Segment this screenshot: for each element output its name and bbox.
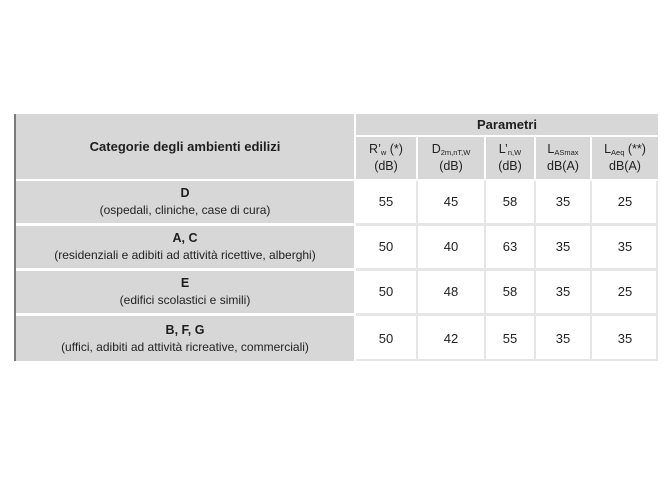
table-cell: 58 [486, 271, 534, 313]
table-cell: 45 [418, 181, 484, 223]
noise-requirements-table [14, 114, 658, 361]
table-cell: 55 [356, 181, 416, 223]
table-row-category [16, 271, 354, 313]
category-description: (residenziali e adibiti ad attività ricettive, alberghi) [54, 248, 316, 263]
table-cell: 35 [592, 316, 658, 361]
table-cell: 25 [592, 271, 658, 313]
category-description: (uffici, adibiti ad attività ricreative, commerciali) [61, 339, 309, 354]
category-column-header [16, 114, 354, 179]
param-symbol: $L_{Aeq}$ (**) [604, 142, 646, 157]
table-cell: 48 [418, 271, 484, 313]
parameters-group-header [356, 114, 658, 135]
param-unit: (dB) [439, 159, 463, 174]
row-divider [356, 223, 658, 226]
table-row-category [16, 226, 354, 268]
row-divider [356, 268, 658, 271]
param-header-d2m [418, 137, 484, 179]
param-unit: dB(A) [547, 159, 579, 174]
category-code: A, C [172, 231, 198, 246]
column-divider [656, 181, 658, 361]
table-cell: 35 [536, 226, 590, 268]
row-divider [356, 359, 658, 361]
param-header-laeq [592, 137, 658, 179]
param-unit: dB(A) [609, 159, 641, 174]
param-unit: (dB) [374, 159, 398, 174]
table-cell: 50 [356, 226, 416, 268]
param-unit: (dB) [498, 159, 522, 174]
table-cell: 25 [592, 181, 658, 223]
param-header-rw [356, 137, 416, 179]
category-description: (edifici scolastici e simili) [119, 293, 251, 308]
category-code: B, F, G [165, 322, 205, 337]
table-cell: 35 [592, 226, 658, 268]
row-divider [356, 313, 658, 316]
table-cell: 63 [486, 226, 534, 268]
table-row-category [16, 316, 354, 361]
category-description: (ospedali, cliniche, case di cura) [99, 203, 271, 218]
param-symbol: $D_{2m,nT,W}$ [431, 142, 471, 157]
column-divider [484, 181, 486, 361]
table-cell: 55 [486, 316, 534, 361]
param-symbol: $L_{ASmax}$ [547, 142, 579, 157]
column-divider [590, 181, 592, 361]
parameters-header-label: Parametri [477, 116, 537, 132]
table-cell: 50 [356, 316, 416, 361]
param-symbol: $R’_w$ (*) [369, 142, 403, 157]
category-header-label: Categorie degli ambienti edilizi [89, 138, 281, 154]
column-divider [416, 181, 418, 361]
table-cell: 40 [418, 226, 484, 268]
category-code: E [180, 276, 190, 291]
category-code: D [180, 186, 190, 201]
table-cell: 35 [536, 316, 590, 361]
table-cell: 42 [418, 316, 484, 361]
table-cell: 58 [486, 181, 534, 223]
param-header-lasmax [536, 137, 590, 179]
table-cell: 50 [356, 271, 416, 313]
param-header-lnw [486, 137, 534, 179]
table-row-category [16, 181, 354, 223]
param-symbol: $L’_{n,W}$ [498, 142, 522, 157]
column-divider [534, 181, 536, 361]
table-cell: 35 [536, 181, 590, 223]
table-cell: 35 [536, 271, 590, 313]
